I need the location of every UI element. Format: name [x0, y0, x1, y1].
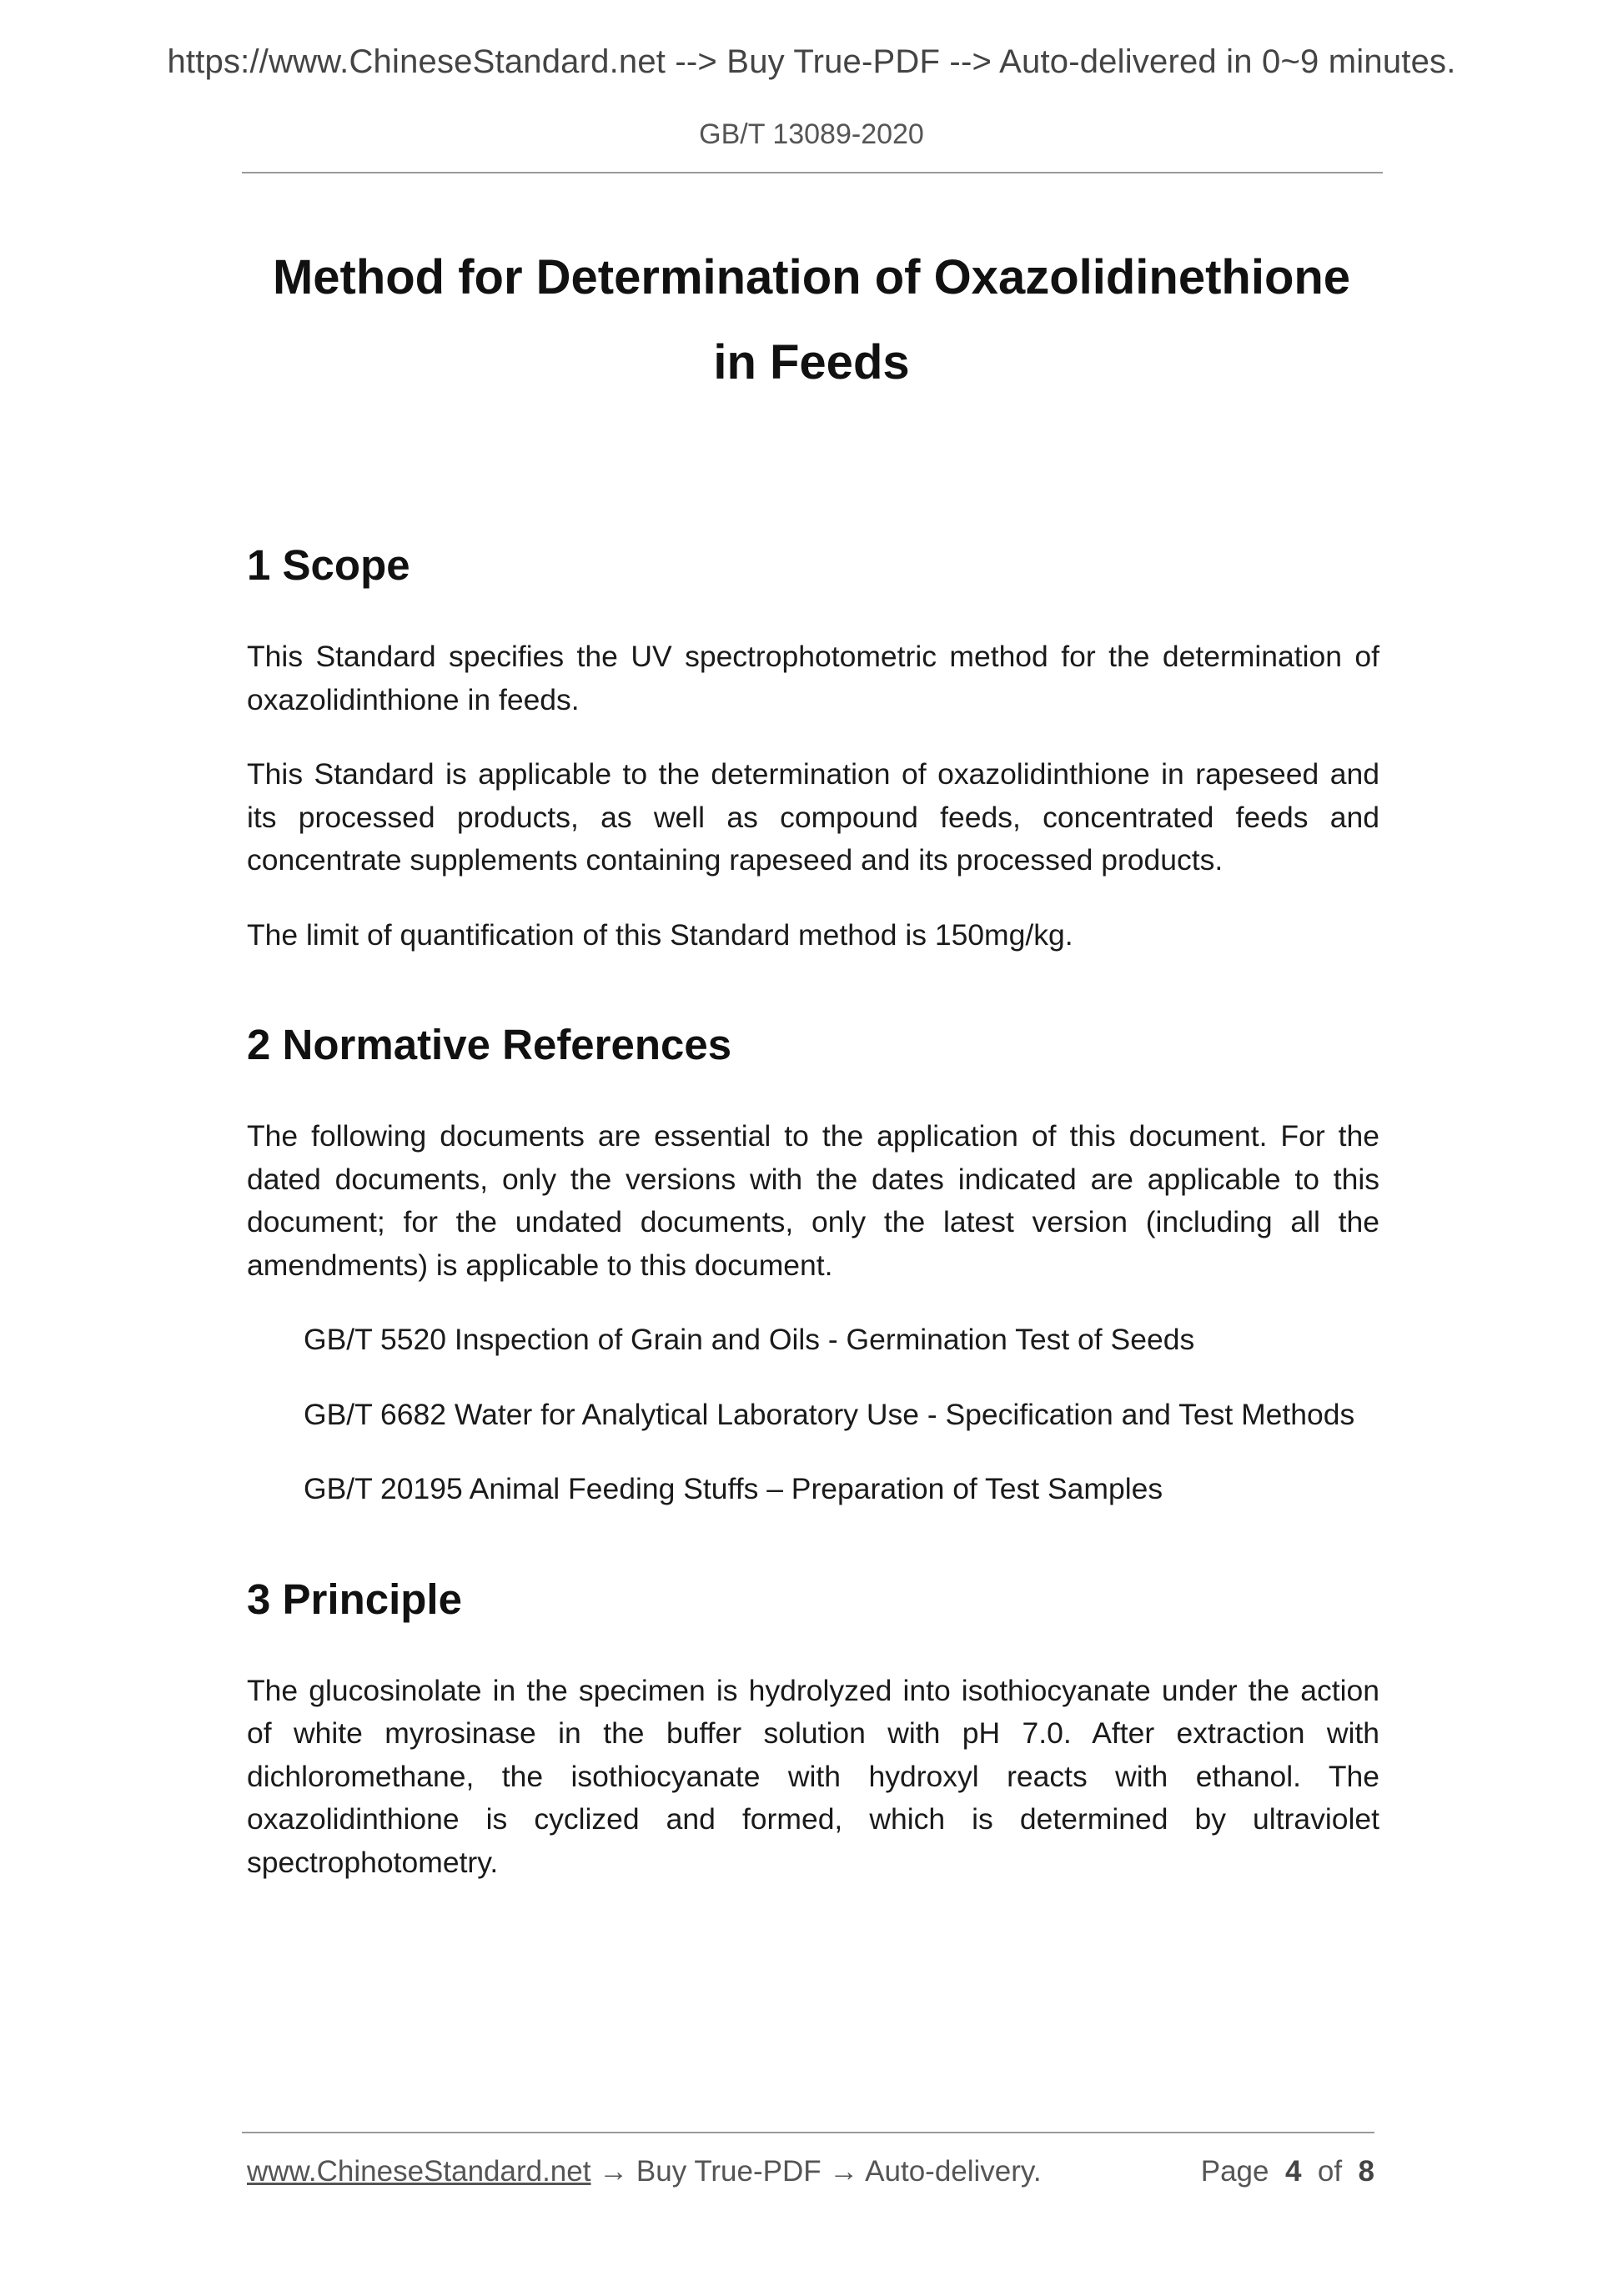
- section-principle: [247, 1575, 1379, 1885]
- page-of-label: of: [1317, 2155, 1343, 2188]
- scope-paragraph-1: This Standard specifies the UV spectrophotometric method for the determination of oxazolidinthione in feeds.: [247, 640, 1379, 716]
- principle-paragraph: The glucosinolate in the specimen is hydrolyzed into isothiocyanate under the action of white myrosinase in the buffer solution with pH 7.0. After extraction with dichloromethane, the isothiocyanate with hydroxyl reacts with ethanol. The oxazolidinthione is cyclized and formed, which is determined by ultraviolet spectrophotometry.: [247, 1673, 1379, 1879]
- page-label: Page: [1200, 2155, 1269, 2188]
- section-scope: [247, 540, 1379, 957]
- standard-code: GB/T 13089-2020: [699, 118, 924, 150]
- page-number: [1201, 2155, 1374, 2188]
- header-divider: [242, 172, 1383, 173]
- page-current: 4: [1284, 2155, 1302, 2188]
- title-line-2: in Feeds: [713, 335, 910, 389]
- scope-paragraph-3: The limit of quantification of this Standard method is 150mg/kg.: [247, 917, 1073, 952]
- scope-paragraph-2: This Standard is applicable to the determination of oxazolidinthione in rapeseed and its processed products, as well as compound feeds, concentrated feeds and concentrate supplements containing rapeseed and its processed products.: [247, 757, 1379, 877]
- footer-tagline: → Buy True-PDF → Auto-delivery.: [590, 2155, 1042, 2188]
- title-line-1: Method for Determination of Oxazolidinethione: [272, 250, 1351, 304]
- normative-paragraph: The following documents are essential to the application of this document. For the dated documents, only the versions with the dates indicated are applicable to this document; for the undated documents, only the latest version (including all the amendments) is applicable to this document.: [247, 1119, 1379, 1282]
- page-total: 8: [1358, 2155, 1374, 2188]
- document-title: [217, 235, 1406, 405]
- section-heading-normative: 2 Normative References: [247, 1021, 732, 1068]
- footer-promo: [247, 2155, 1042, 2188]
- section-heading-principle: 3 Principle: [247, 1575, 462, 1623]
- document-body: [247, 540, 1379, 1947]
- reference-item: GB/T 6682 Water for Analytical Laboratory Use - Specification and Test Methods: [304, 1397, 1355, 1431]
- reference-item: GB/T 20195 Animal Feeding Stuffs – Preparation of Test Samples: [304, 1472, 1163, 1505]
- footer-site-link[interactable]: www.ChineseStandard.net: [247, 2155, 591, 2188]
- footer-divider: [242, 2132, 1374, 2133]
- section-normative-references: [247, 1020, 1379, 1511]
- section-heading-scope: 1 Scope: [247, 541, 410, 589]
- top-banner: https://www.ChineseStandard.net --> Buy True-PDF --> Auto-delivered in 0~9 minutes.: [167, 43, 1456, 80]
- reference-item: GB/T 5520 Inspection of Grain and Oils - Germination Test of Seeds: [304, 1323, 1195, 1356]
